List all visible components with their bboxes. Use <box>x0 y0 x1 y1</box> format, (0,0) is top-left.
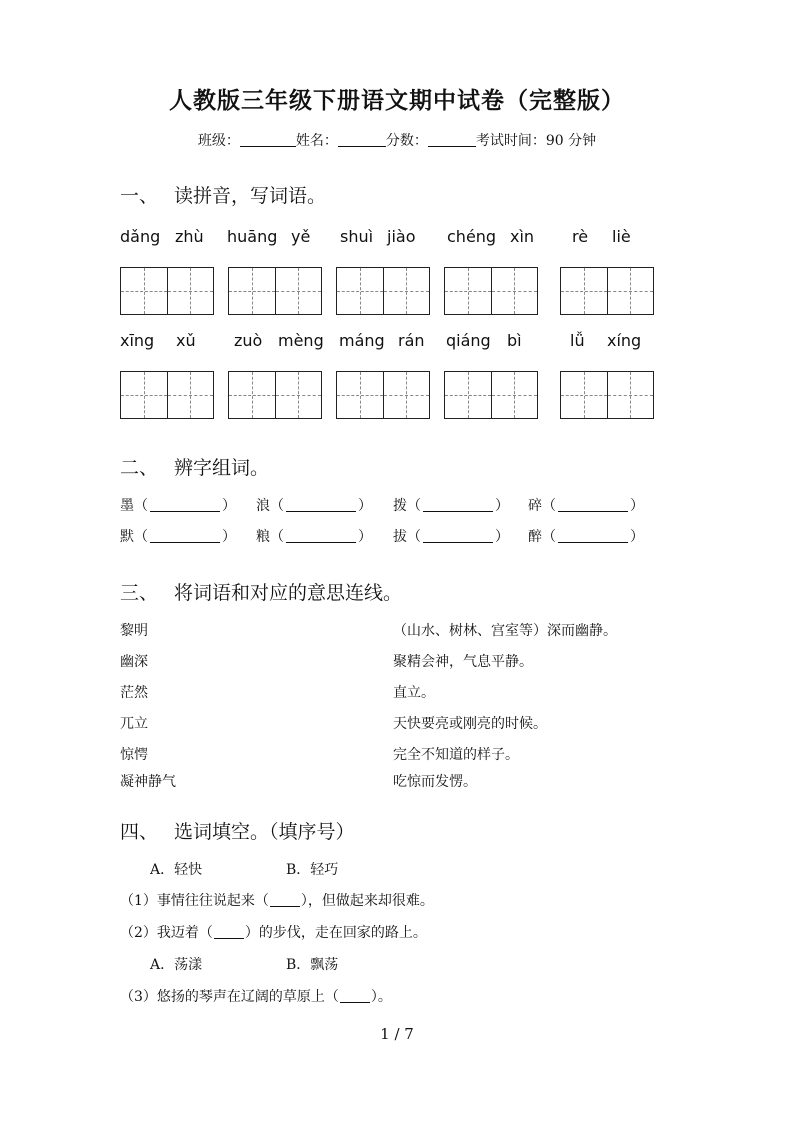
pinyin: xīng <box>120 331 155 350</box>
match-term[interactable]: 茫然 <box>120 685 148 701</box>
tianzi-box[interactable] <box>336 267 430 315</box>
open-paren: （ <box>542 529 556 545</box>
student-info-line <box>0 130 794 150</box>
answer-blank[interactable] <box>286 529 356 543</box>
section4-number: 四、 <box>120 821 159 843</box>
pinyin: huāng <box>227 227 278 246</box>
pinyin: xìn <box>510 227 535 246</box>
open-paren: （ <box>134 529 148 545</box>
character: 拔 <box>393 529 407 545</box>
pinyin: mèng <box>278 331 324 350</box>
word-group-item <box>528 495 644 515</box>
word-group-item <box>393 526 509 546</box>
page-title: 人教版三年级下册语文期中试卷（完整版） <box>169 87 625 114</box>
section3-heading <box>120 578 402 605</box>
open-paren: （ <box>407 498 421 514</box>
open-paren: （ <box>134 498 148 514</box>
pinyin: zuò <box>234 331 263 350</box>
tianzi-box[interactable] <box>560 371 654 419</box>
open-paren: （ <box>270 498 284 514</box>
character: 浪 <box>256 498 270 514</box>
question-3 <box>120 986 392 1006</box>
open-paren: （ <box>542 498 556 514</box>
pinyin: liè <box>612 227 631 246</box>
close-paren: ） <box>222 529 236 545</box>
name-blank[interactable] <box>338 132 386 147</box>
close-paren: ） <box>630 529 644 545</box>
answer-blank[interactable] <box>214 926 244 939</box>
question-text: ），但做起来却很难。 <box>300 893 434 909</box>
question-1 <box>120 890 434 910</box>
section3-title: 将词语和对应的意思连线。 <box>174 582 403 604</box>
pinyin: qiáng <box>446 331 491 350</box>
class-blank[interactable] <box>240 132 296 147</box>
word-group-item <box>120 526 236 546</box>
pinyin: lǚ <box>570 331 585 350</box>
pinyin: chéng <box>447 227 497 246</box>
word-group-row-1 <box>0 495 794 515</box>
pinyin: zhù <box>175 227 204 246</box>
tianzi-grid-row-1 <box>0 267 794 315</box>
pinyin: xǔ <box>176 331 196 350</box>
match-meaning[interactable]: 吃惊而发愣。 <box>393 774 477 790</box>
tianzi-box[interactable] <box>120 371 214 419</box>
pinyin: dǎng <box>120 227 161 246</box>
character: 粮 <box>256 529 270 545</box>
answer-blank[interactable] <box>558 498 628 512</box>
section3-number: 三、 <box>120 582 159 604</box>
match-meaning[interactable]: 聚精会神，气息平静。 <box>393 654 533 670</box>
character: 默 <box>120 529 134 545</box>
pinyin-row-2 <box>0 331 794 353</box>
pinyin: máng <box>339 331 385 350</box>
answer-blank[interactable] <box>150 529 220 543</box>
pinyin: yě <box>291 227 311 246</box>
close-paren: ） <box>495 529 509 545</box>
option-a: A．轻快 <box>150 862 203 878</box>
pinyin: xíng <box>607 331 642 350</box>
option-b: B．轻巧 <box>286 862 339 878</box>
word-group-item <box>528 526 644 546</box>
section1-title: 读拼音，写词语。 <box>174 185 327 207</box>
time-label: 考试时间：90 分钟 <box>475 133 597 149</box>
question-text: （1）事情往往说起来（ <box>120 893 269 909</box>
match-term[interactable]: 兀立 <box>120 716 148 732</box>
tianzi-box[interactable] <box>560 267 654 315</box>
character: 墨 <box>120 498 134 514</box>
question-text: ）的步伐，走在回家的路上。 <box>244 925 427 941</box>
question-2 <box>120 922 427 942</box>
option-b: B．飘荡 <box>286 957 339 973</box>
section1-heading <box>120 181 326 208</box>
match-meaning[interactable]: 天快要亮或刚亮的时候。 <box>393 716 547 732</box>
character: 碎 <box>528 498 542 514</box>
answer-blank[interactable] <box>423 529 493 543</box>
word-group-item <box>256 495 372 515</box>
section4-heading <box>120 817 355 844</box>
pinyin: rè <box>572 227 589 246</box>
tianzi-box[interactable] <box>228 267 322 315</box>
tianzi-box[interactable] <box>444 267 538 315</box>
match-meaning[interactable]: 完全不知道的样子。 <box>393 747 519 763</box>
section1-number: 一、 <box>120 185 159 207</box>
question-text: ）。 <box>370 989 392 1005</box>
match-term[interactable]: 凝神静气 <box>120 774 176 790</box>
answer-blank[interactable] <box>150 498 220 512</box>
open-paren: （ <box>270 529 284 545</box>
name-label: 姓名： <box>295 133 338 149</box>
word-group-item <box>256 526 372 546</box>
pinyin: shuì <box>340 227 374 246</box>
character: 醉 <box>528 529 542 545</box>
close-paren: ） <box>630 498 644 514</box>
match-term[interactable]: 幽深 <box>120 654 148 670</box>
close-paren: ） <box>358 529 372 545</box>
page-number: 1 / 7 <box>380 1025 414 1043</box>
class-label: 班级： <box>197 133 240 149</box>
word-group-item <box>393 495 509 515</box>
word-group-row-2 <box>0 526 794 546</box>
answer-blank[interactable] <box>270 894 300 907</box>
match-term[interactable]: 黎明 <box>120 623 148 639</box>
close-paren: ） <box>495 498 509 514</box>
pinyin: jiào <box>387 227 416 246</box>
section4-title: 选词填空。（填序号） <box>174 821 355 843</box>
word-group-item <box>120 495 236 515</box>
option-a: A．荡漾 <box>150 957 203 973</box>
match-meaning[interactable]: （山水、树林、宫室等）深而幽静。 <box>393 623 617 639</box>
section2-number: 二、 <box>120 457 159 479</box>
tianzi-box[interactable] <box>336 371 430 419</box>
section2-heading <box>120 453 269 480</box>
match-term[interactable]: 惊愕 <box>120 747 148 763</box>
pinyin: rán <box>398 331 425 350</box>
score-blank[interactable] <box>428 132 476 147</box>
section2-title: 辨字组词。 <box>174 457 270 479</box>
close-paren: ） <box>358 498 372 514</box>
answer-blank[interactable] <box>558 529 628 543</box>
open-paren: （ <box>407 529 421 545</box>
close-paren: ） <box>222 498 236 514</box>
answer-blank[interactable] <box>340 990 370 1003</box>
tianzi-box[interactable] <box>120 267 214 315</box>
score-label: 分数： <box>385 133 428 149</box>
character: 拨 <box>393 498 407 514</box>
question-text: （3）悠扬的琴声在辽阔的草原上（ <box>120 989 339 1005</box>
answer-blank[interactable] <box>423 498 493 512</box>
question-text: （2）我迈着（ <box>120 925 213 941</box>
tianzi-box[interactable] <box>228 371 322 419</box>
answer-blank[interactable] <box>286 498 356 512</box>
match-meaning[interactable]: 直立。 <box>393 685 435 701</box>
tianzi-grid-row-2 <box>0 371 794 419</box>
pinyin-row-1 <box>0 227 794 249</box>
pinyin: bì <box>507 331 522 350</box>
tianzi-box[interactable] <box>444 371 538 419</box>
